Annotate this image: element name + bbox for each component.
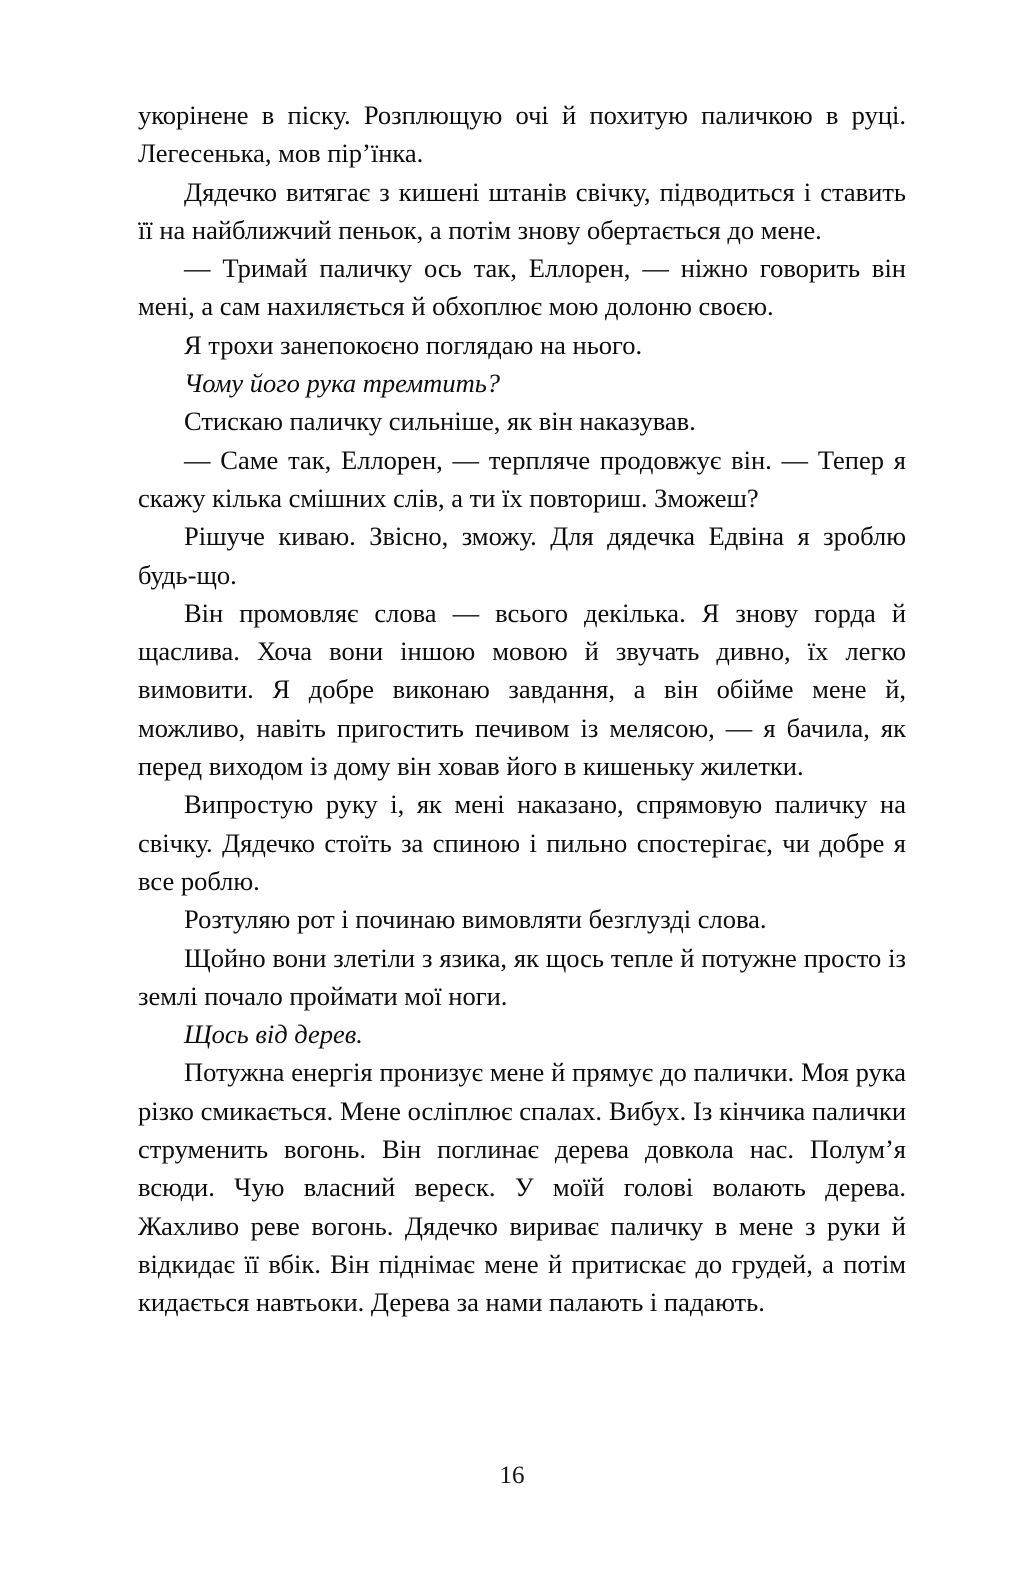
paragraph-dialogue: — Тримай паличку ось так, Еллорен, — ніжно говорить він мені, а сам нахиляється й обхоплює мою долоню своєю.: [138, 253, 906, 322]
paragraph-inner-thought: Чому його рука тремтить?: [184, 368, 501, 399]
paragraph: Щойно вони злетіли з язика, як щось тепле й потужне просто із землі почало проймати мої ноги.: [138, 942, 906, 1011]
paragraph: Випростую руку і, як мені наказано, спрямовую паличку на свічку. Дядечко стоїть за спиною і пильно спостерігає, чи добре я все роблю.: [138, 789, 906, 896]
paragraph: Він промовляє слова — всього декілька. Я знову горда й щаслива. Хоча вони іншою мовою й звучать дивно, їх легко вимовити. Я добре виконаю завдання, а він обійме мене й, можливо, навіть пригостить печивом із мелясою, — я бачила, як перед виходом із дому він ховав його в кишеньку жилетки.: [138, 597, 906, 782]
paragraph: Дядечко витягає з кишені штанів свічку, підводиться і ставить її на найближчий пеньок, а потім знову обертається до мене.: [138, 176, 906, 245]
paragraph: Стискаю паличку сильніше, як він наказував.: [184, 406, 696, 437]
paragraph-dialogue: — Саме так, Еллорен, — терпляче продовжує він. — Тепер я скажу кілька смішних слів, а ти їх повториш. Зможеш?: [138, 444, 906, 513]
paragraph: Я трохи занепокоєно поглядаю на нього.: [184, 329, 643, 360]
page-number: 16: [499, 1462, 525, 1489]
paragraph: Розтуляю рот і починаю вимовляти безглузді слова.: [184, 904, 767, 935]
paragraph-inner-thought: Щось від дерев.: [184, 1019, 363, 1050]
page-text-block: [138, 96, 906, 1322]
paragraph: Рішуче киваю. Звісно, зможу. Для дядечка Едвіна я зроблю будь-що.: [138, 521, 906, 590]
paragraph-continuation: укорінене в піску. Розплющую очі й похитую паличкою в руці. Легесенька, мов пір’їнка.: [138, 100, 906, 169]
paragraph: Потужна енергія пронизує мене й прямує до палички. Моя рука різко смикається. Мене осліплює спалах. Вибух. Із кінчика палички струменить вогонь. Він поглинає дерева довкола нас. Полум’я всюди. Чую власний вереск. У моїй голові волають дерева. Жахливо реве вогонь. Дядечко вириває паличку в мене з руки й відкидає її вбік. Він піднімає мене й притискає до грудей, а потім кидається навтьоки. Дерева за нами палають і падають.: [138, 1057, 906, 1318]
